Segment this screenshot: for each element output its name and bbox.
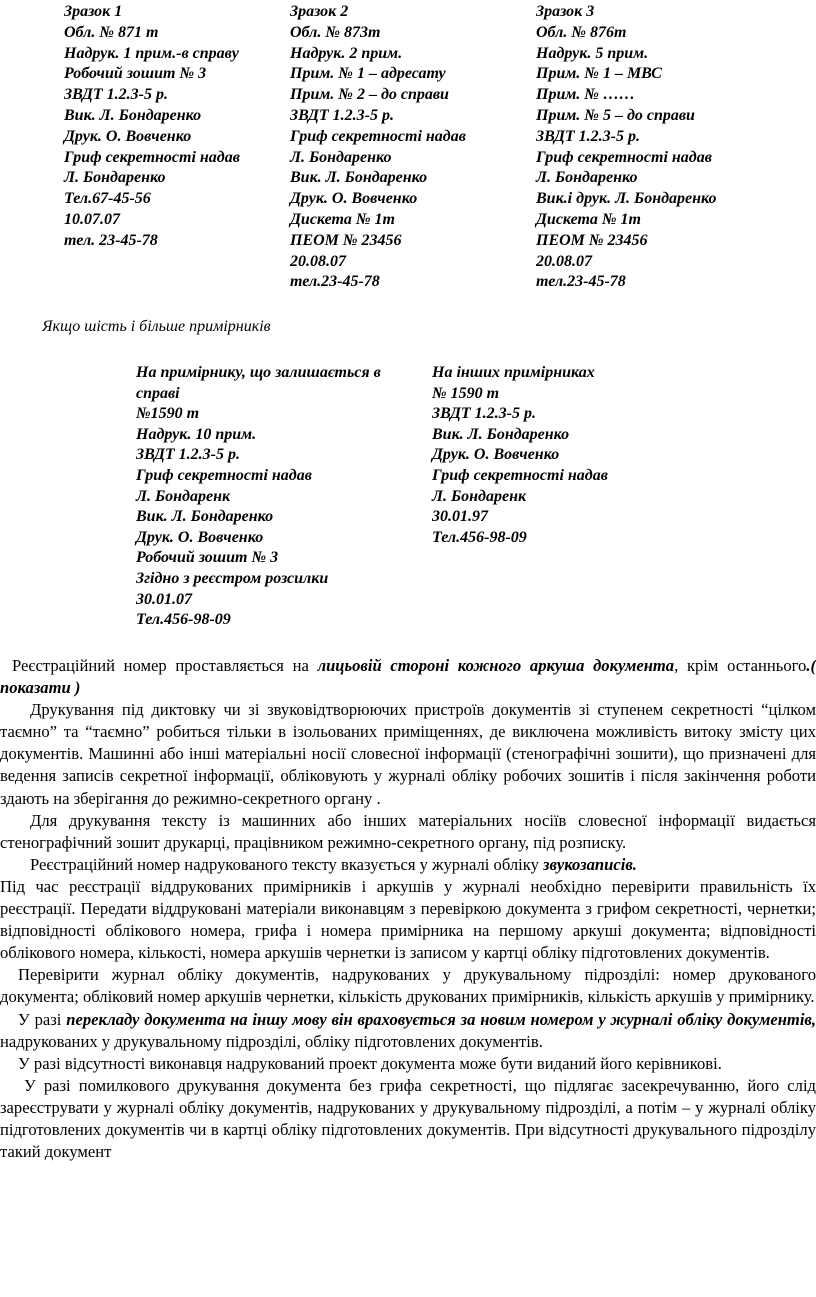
sample-3-line: Л. Бондаренко	[536, 169, 638, 187]
remaining-copy-line: Друк. О. Вовченко	[136, 528, 264, 546]
p7-text-2: надрукованих у друкувальному підрозділі, обліку підготовлених документів.	[0, 1031, 543, 1051]
other-copies-line: Друк. О. Вовченко	[432, 446, 560, 464]
sample-3-line: Прим. № 5 – до справи	[536, 106, 695, 124]
samples-block	[64, 2, 816, 302]
sample-2-line: тел.23-45-78	[290, 273, 380, 291]
paragraph-4	[0, 854, 816, 876]
sample-1-line: ЗВДТ 1.2.3-5 р.	[64, 86, 168, 104]
remaining-copy-line: справі	[136, 384, 180, 402]
other-copies-line: Гриф секретності надав	[432, 466, 608, 484]
paragraph-1	[0, 655, 816, 699]
sample-2-line: Обл. № 873т	[290, 23, 381, 41]
p4-text: Реєстраційний номер надрукованого тексту вказується у журналі обліку	[30, 854, 544, 874]
sample-2-line: Гриф секретності надав	[290, 127, 466, 145]
paragraph-9: У разі помилкового друкування документа без грифа секретності, що підлягає засекречуванню, його слід зареєструвати у журналі обліку документів, надрукованих у друкувальному підрозділі, а потім – у журналі обліку підготовлених документів чи в картці обліку підготовлених документів. При відсутності друкувального підрозділу такий документ	[0, 1075, 816, 1162]
sample-1-line: Тел.67-45-56	[64, 190, 151, 208]
sample-3-line: 20.08.07	[536, 252, 592, 270]
sample-3-line: тел.23-45-78	[536, 273, 626, 291]
paragraph-7	[0, 1009, 816, 1053]
remaining-copy-line: Надрук. 10 прим.	[136, 425, 257, 443]
six-copies-heading: Якщо шість і більше примірників	[42, 318, 271, 335]
p1-emphasis: лицьовій стороні кожного аркуша документа	[317, 656, 675, 675]
paragraph-6: Перевірити журнал обліку документів, надрукованих у друкувальному підрозділі: номер друкованого документа; обліковий номер аркушів чернетки, кількість друкованих примірників, кількість аркушів у примірнику.	[0, 965, 816, 1007]
sample-3-line: Прим. № ……	[536, 86, 635, 104]
sample-1-line: Надрук. 1 прим.-в справу	[64, 44, 239, 62]
sample-2-line: Прим. № 1 – адресату	[290, 65, 446, 83]
p7-text: У разі	[18, 1009, 67, 1029]
sample-2-line: Прим. № 2 – до справи	[290, 86, 449, 104]
paragraph-2: Друкування під диктовку чи зі звуковідтворюючих пристроїв документів зі ступенем секретності “цілком таємно” та “таємно” робиться тільки в ізольованих приміщеннях, де виключена можливість витоку змісту цих документів. Машинні або інші матеріальні носії словесної інформації (стенографічні зошити), що призначені для ведення записів секретної інформації, обліковують у журналі обліку робочих зошитів і після закінчення роботи здають на зберігання до режимно-секретного органу .	[0, 700, 816, 808]
remaining-copy-line: ЗВДТ 1.2.3-5 р.	[136, 446, 240, 464]
sample-3-line: Дискета № 1т	[536, 210, 641, 228]
sample-1-line: Друк. О. Вовченко	[64, 127, 192, 145]
other-copies-line: Вик. Л. Бондаренко	[432, 425, 570, 443]
sample-3-line: Надрук. 5 прим.	[536, 44, 649, 62]
remaining-copy-line: Згідно з реєстром розсилки	[136, 569, 329, 587]
sample-2-line: 20.08.07	[290, 252, 346, 270]
sample-3-line: Прим. № 1 – МВС	[536, 65, 662, 83]
sample-2-line: Надрук. 2 прим.	[290, 44, 403, 62]
other-copies-line: Л. Бондаренк	[432, 487, 527, 505]
sample-3-line: Обл. № 876т	[536, 23, 627, 41]
remaining-copy-line: Вик. Л. Бондаренко	[136, 508, 274, 526]
remaining-copy-line: Тел.456-98-09	[136, 611, 231, 629]
sample-2-line: ЗВДТ 1.2.3-5 р.	[290, 106, 394, 124]
sample-3-line: Зразок 3	[536, 3, 595, 20]
sample-3-column	[536, 2, 816, 293]
sample-1-line: Зразок 1	[64, 3, 123, 20]
sample-3-line: ПЕОМ № 23456	[536, 231, 648, 249]
sample-2-line: Друк. О. Вовченко	[290, 190, 418, 208]
sample-1-line: Л. Бондаренко	[64, 169, 166, 187]
other-copies-line: На інших примірниках	[432, 364, 595, 381]
remaining-copy-line: Л. Бондаренк	[136, 487, 231, 505]
paragraph-8: У разі відсутності виконавця надрукований проект документа може бути виданий його керівникові.	[18, 1053, 722, 1073]
sample-3-line: Гриф секретності надав	[536, 148, 712, 166]
sample-2-column	[290, 2, 522, 293]
sample-3-line: Вик.і друк. Л. Бондаренко	[536, 190, 717, 208]
sample-1-line: 10.07.07	[64, 210, 120, 228]
sample-2-line: Л. Бондаренко	[290, 148, 392, 166]
sample-2-line: Зразок 2	[290, 3, 349, 20]
remaining-copy-line: Гриф секретності надав	[136, 466, 312, 484]
remaining-copy-column	[136, 363, 421, 631]
p1-text: Реєстраційний номер проставляється на	[12, 656, 318, 675]
sample-1-line: Робочий зошит № 3	[64, 65, 207, 83]
other-copies-line: Тел.456-98-09	[432, 528, 527, 546]
other-copies-line: 30.01.97	[432, 508, 488, 526]
body-text	[0, 655, 816, 1163]
sample-3-line: ЗВДТ 1.2.3-5 р.	[536, 127, 640, 145]
other-copies-line: ЗВДТ 1.2.3-5 р.	[432, 405, 536, 423]
remaining-copy-line: На примірнику, що залишається в	[136, 364, 381, 381]
p1-text-2: , крім останнього	[674, 656, 807, 675]
sample-1-line: Обл. № 871 т	[64, 23, 159, 41]
other-copies-line: № 1590 т	[432, 384, 500, 402]
remaining-copy-line: Робочий зошит № 3	[136, 549, 279, 567]
other-copies-column	[432, 363, 696, 548]
paragraph-3: Для друкування тексту із машинних або інших матеріальних носіїв словесної інформації видається стенографічний зошит друкарці, працівником режимно-секретного органу, під розписку.	[0, 810, 816, 852]
p1-note: .( показати )	[0, 656, 816, 698]
p4-emphasis: звукозаписів.	[543, 854, 637, 874]
sample-2-line: Дискета № 1т	[290, 210, 395, 228]
paragraph-5: Під час реєстрації віддрукованих примірників і аркушів у журналі необхідно перевірити правильність їх реєстрації. Передати віддруковані матеріали виконавцям з перевіркою документа з грифом секретності, чернетки; відповідності облікового номера, грифа і номера примірника на першому аркуші документа; відповідності облікового номера, кількості, номера аркушів чернетки із записом у картці обліку підготовлених документів.	[0, 876, 816, 963]
sample-1-line: Вик. Л. Бондаренко	[64, 106, 202, 124]
sample-2-line: Вик. Л. Бондаренко	[290, 169, 428, 187]
remaining-copy-line: 30.01.07	[136, 590, 192, 608]
sample-2-line: ПЕОМ № 23456	[290, 231, 402, 249]
sample-1-line: тел. 23-45-78	[64, 231, 158, 249]
p7-emphasis: перекладу документа на іншу мову він враховується за новим номером у журналі обліку документів,	[66, 1009, 816, 1029]
remaining-copy-line: №1590 т	[136, 405, 200, 423]
sample-1-line: Гриф секретності надав	[64, 148, 240, 166]
sample-1-column	[64, 2, 276, 252]
